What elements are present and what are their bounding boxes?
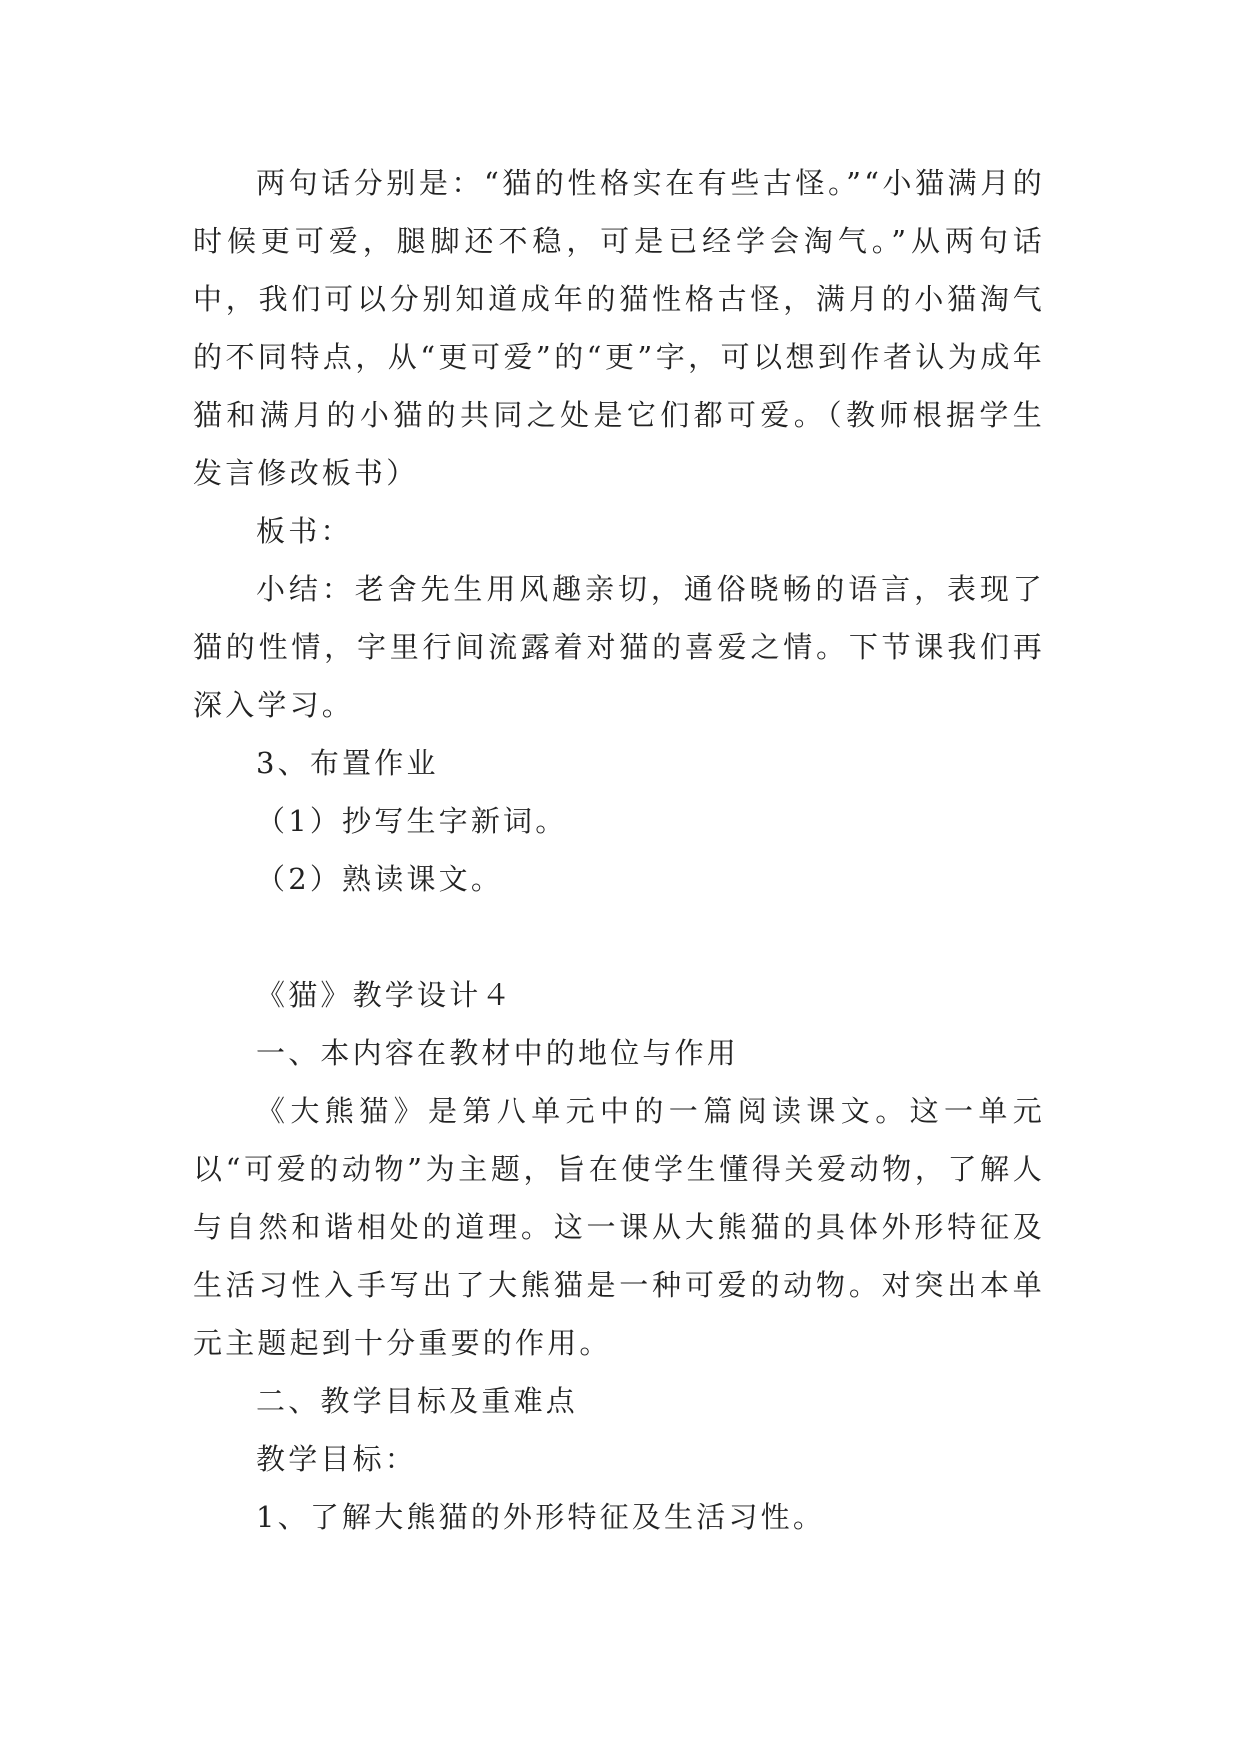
paragraph-cat-sentences: 两句话分别是：“猫的性格实在有些古怪。”“小猫满月的时候更可爱，腿脚还不稳，可是已经学会淘气。”从两句话中，我们可以分别知道成年的猫性格古怪，满月的小猫淘气的不同特点，从“更可爱”的“更”字，可以想到作者认为成年猫和满月的小猫的共同之处是它们都可爱。（教师根据学生发言修改板书） xyxy=(193,166,1045,490)
paragraph-blackboard: 板书： xyxy=(256,514,353,548)
paragraph-homework-heading: 3、布置作业 xyxy=(256,746,439,780)
heading-position-role: 一、本内容在教材中的地位与作用 xyxy=(256,1036,740,1070)
label-teaching-goals: 教学目标： xyxy=(256,1442,418,1476)
section-title: 《猫》教学设计４ xyxy=(256,978,514,1012)
paragraph-homework-item-1: （1）抄写生字新词。 xyxy=(256,804,568,838)
section-gap xyxy=(193,908,1045,966)
goal-item-1: 1、了解大熊猫的外形特征及生活习性。 xyxy=(256,1500,826,1534)
heading-goals: 二、教学目标及重难点 xyxy=(256,1384,579,1418)
paragraph-summary: 小结：老舍先生用风趣亲切，通俗晓畅的语言，表现了猫的性情，字里行间流露着对猫的喜爱之情。下节课我们再深入学习。 xyxy=(193,572,1045,722)
paragraph-homework-item-2: （2）熟读课文。 xyxy=(256,862,504,896)
document-body xyxy=(193,154,1045,1546)
paragraph-panda-intro: 《大熊猫》是第八单元中的一篇阅读课文。这一单元以“可爱的动物”为主题，旨在使学生懂得关爱动物，了解人与自然和谐相处的道理。这一课从大熊猫的具体外形特征及生活习性入手写出了大熊猫是一种可爱的动物。对突出本单元主题起到十分重要的作用。 xyxy=(193,1094,1045,1360)
